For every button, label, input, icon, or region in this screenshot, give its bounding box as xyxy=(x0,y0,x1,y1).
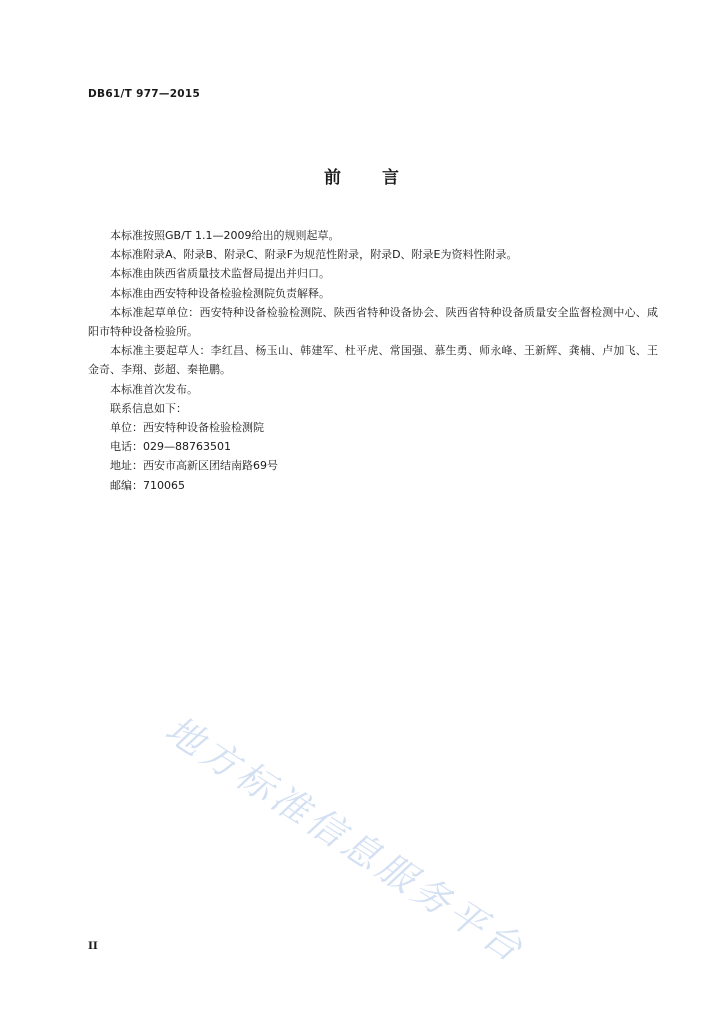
title-char-2: 言 xyxy=(382,168,400,188)
contact-address: 地址：西安市高新区团结南路69号 xyxy=(110,459,278,473)
paragraph-drafting-units: 本标准起草单位：西安特种设备检验检测院、陕西省特种设备协会、陕西省特种设备质量安全监督检测中心、咸阳市特种设备检验所。 xyxy=(88,305,658,339)
paragraph-appendices: 本标准附录A、附录B、附录C、附录F为规范性附录，附录D、附录E为资料性附录。 xyxy=(110,248,518,262)
contact-phone: 电话：029—88763501 xyxy=(110,440,231,454)
paragraph-contact-intro: 联系信息如下： xyxy=(110,401,187,415)
page-title xyxy=(0,163,724,188)
contact-unit: 单位：西安特种设备检验检测院 xyxy=(110,421,264,435)
paragraph-drafters: 本标准主要起草人：李红昌、杨玉山、韩建军、杜平虎、常国强、慕生勇、师永峰、王新辉、龚楠、卢加飞、王金奇、李翔、彭超、秦艳鹏。 xyxy=(88,344,658,377)
paragraph-first-release: 本标准首次发布。 xyxy=(110,382,198,396)
contact-postcode: 邮编：710065 xyxy=(110,478,185,492)
paragraph-drafting-rules: 本标准按照GB/T 1.1—2009给出的规则起草。 xyxy=(110,229,340,242)
paragraph-proposer: 本标准由陕西省质量技术监督局提出并归口。 xyxy=(110,267,330,281)
title-char-1: 前 xyxy=(324,168,342,188)
watermark: 地方标准信息服务平台 xyxy=(157,707,534,973)
foreword-body xyxy=(88,226,658,495)
standard-code: DB61/T 977—2015 xyxy=(88,88,201,100)
page-number: II xyxy=(88,940,98,952)
paragraph-interpreter: 本标准由西安特种设备检验检测院负责解释。 xyxy=(110,286,330,300)
